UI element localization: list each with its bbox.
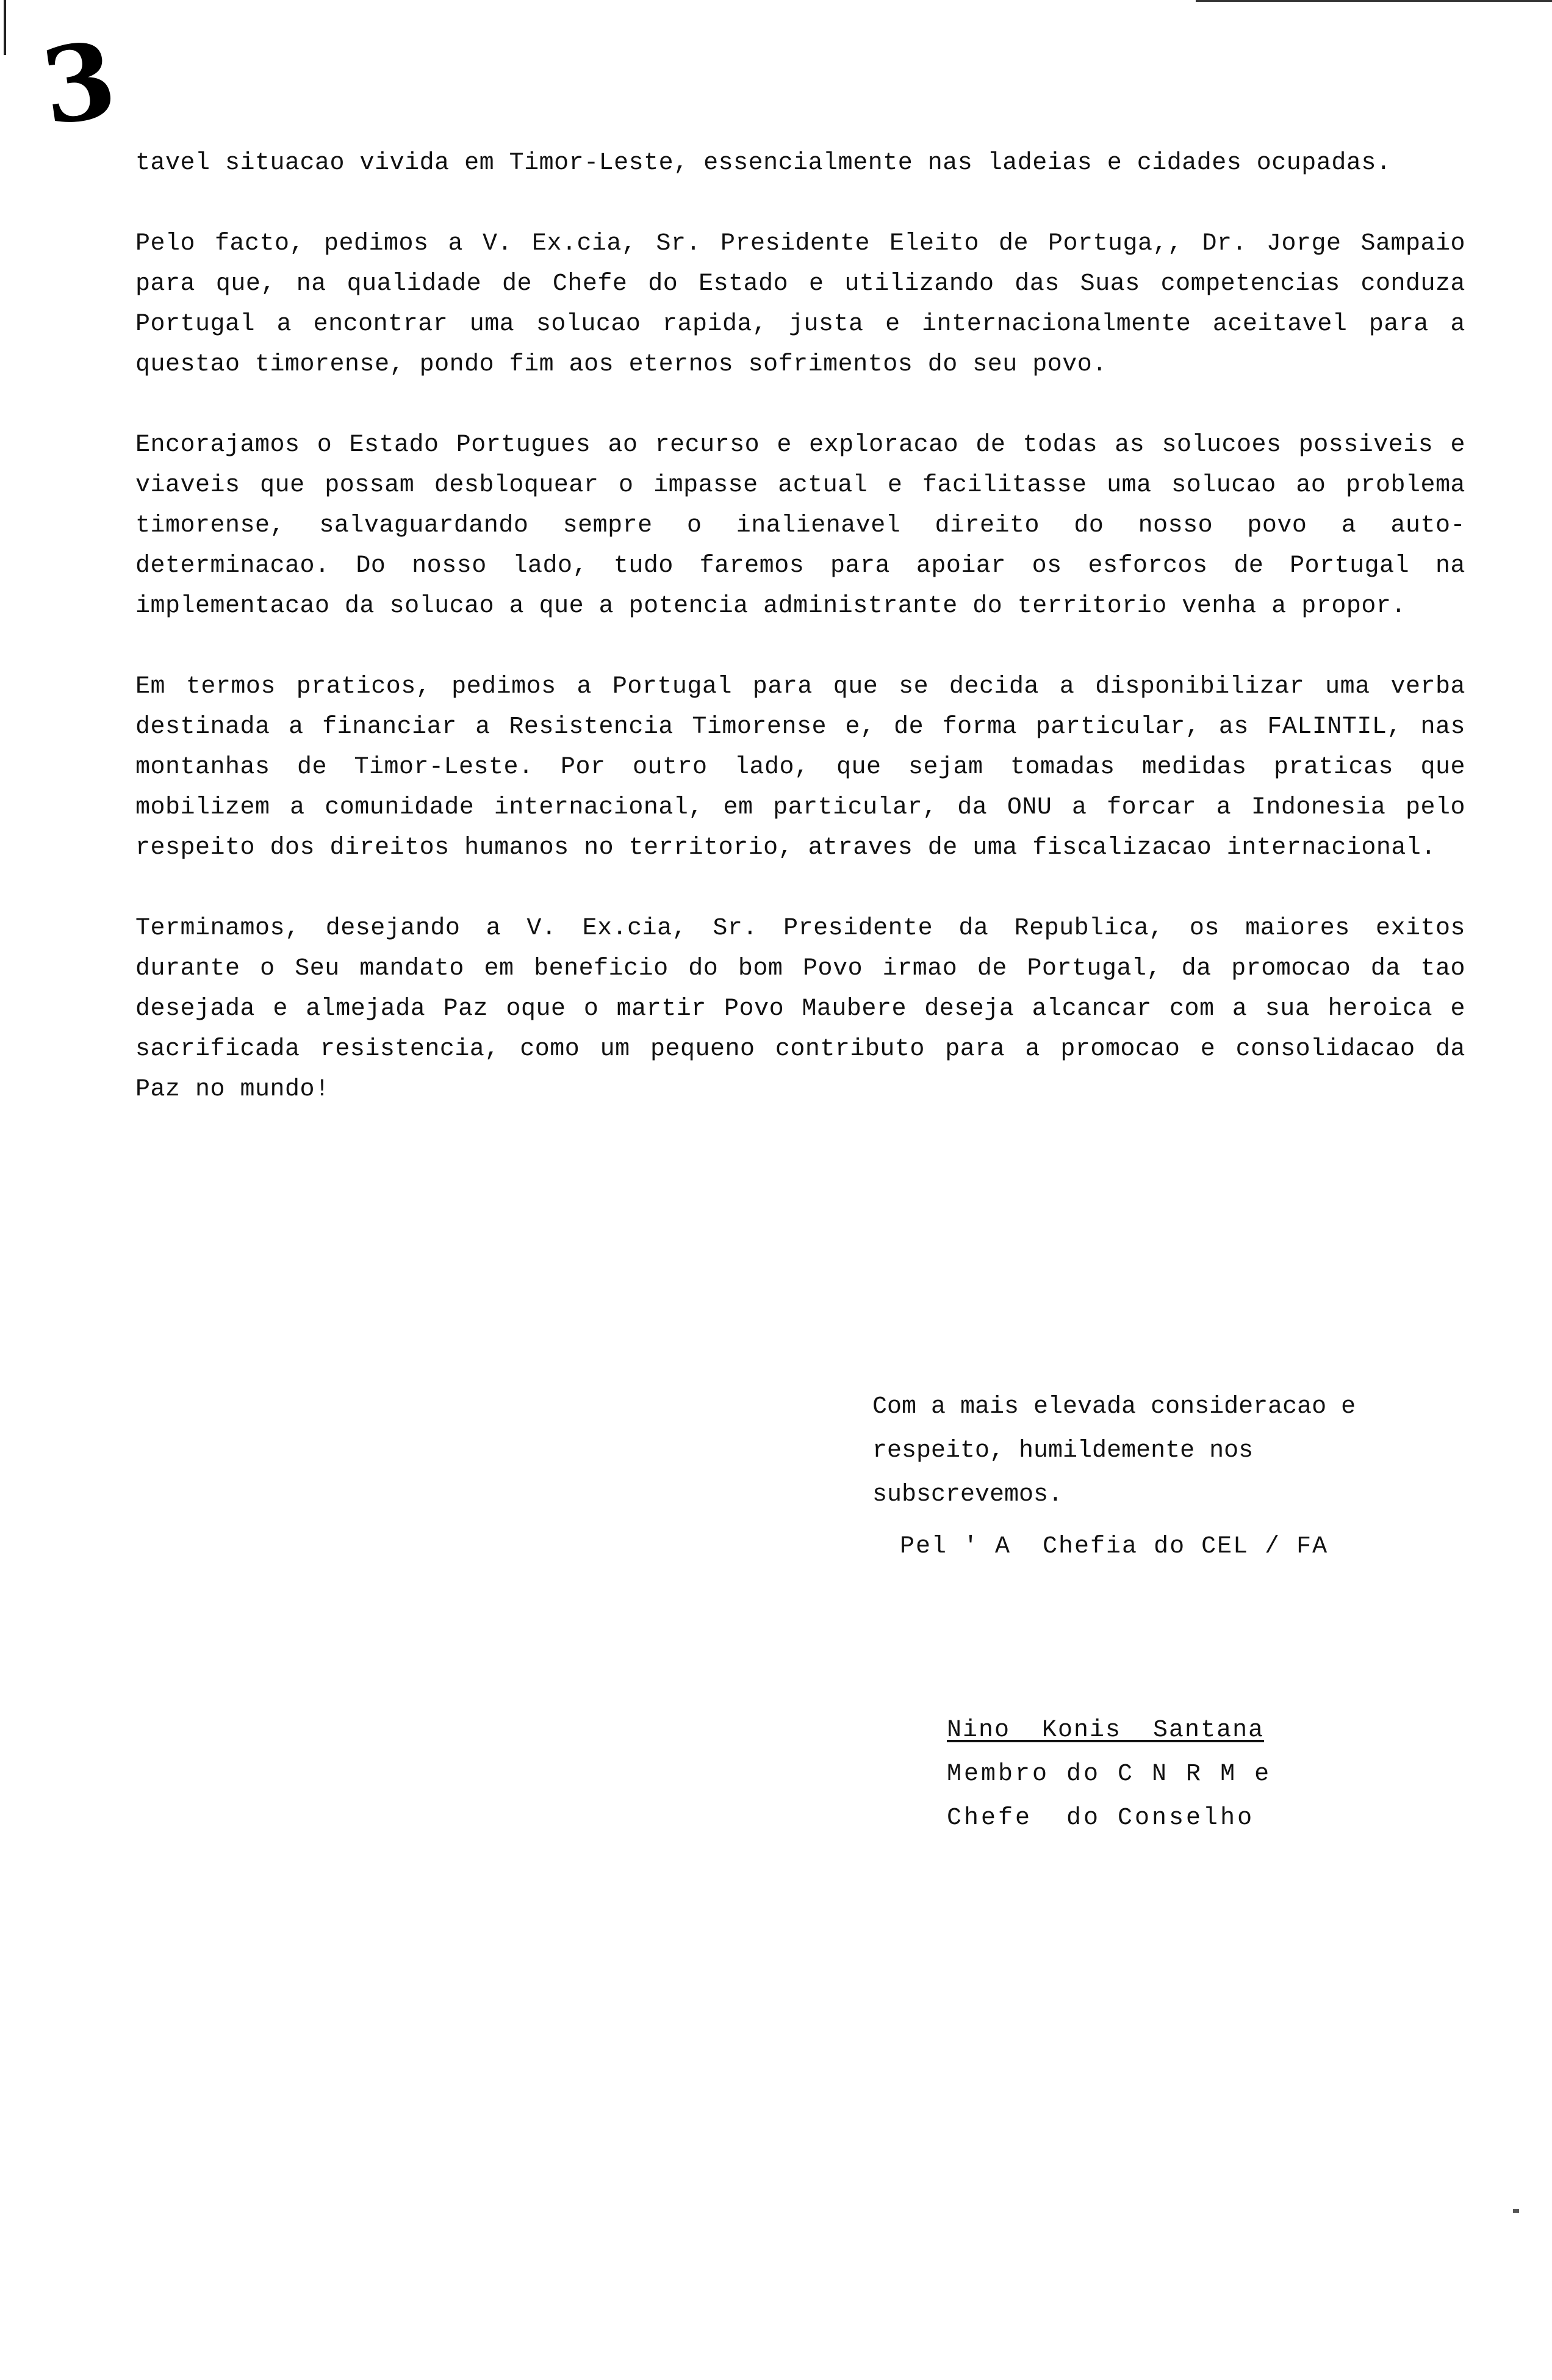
letter-body — [135, 143, 1465, 1150]
signatory-title: Chefe do Conselho — [947, 1805, 1255, 1832]
signatory-name: Nino Konis Santana — [947, 1717, 1265, 1744]
paragraph-2: Pelo facto, pedimos a V. Ex.cia, Sr. Presidente Eleito de Portuga,, Dr. Jorge Sampaio para que, na qualidade de Chefe do Estado e utilizando das Suas competencias conduza Portugal a encontrar uma solucao rapida, justa e internacionalmente aceitavel para a questao timorense, pondo fim aos eternos sofrimentos do seu povo. — [135, 230, 1465, 378]
paragraph-1: tavel situacao vivida em Timor-Leste, essencialmente nas ladeias e cidades ocupadas. — [135, 150, 1392, 177]
paragraph-3: Encorajamos o Estado Portugues ao recurso e exploracao de todas as solucoes possiveis e viaveis que possam desbloquear o impasse actual e facilitasse uma solucao ao problema timorense, salvaguardando sempre o inalienavel direito do nosso povo a auto-determinacao. Do nosso lado, tudo faremos para apoiar os esforcos de Portugal na implementacao da solucao a que a potencia administrante do territorio venha a propor. — [135, 431, 1465, 620]
handwritten-page-number: 3 — [34, 18, 123, 150]
closing-salutation: Com a mais elevada consideracao e respeito, humildemente nos subscrevemos. — [872, 1393, 1356, 1509]
scan-speck — [1513, 2209, 1519, 2213]
signatory-role: Membro do C N R M e — [947, 1761, 1272, 1788]
scan-top-rule — [1196, 0, 1552, 2]
paragraph-5: Terminamos, desejando a V. Ex.cia, Sr. Presidente da Republica, os maiores exitos durante o Seu mandato em beneficio do bom Povo irmao de Portugal, da promocao da tao desejada e almejada Paz oque o martir Povo Maubere deseja alcancar com a sua heroica e sacrificada resistencia, como um pequeno contributo para a promocao e consolidacao da Paz no mundo! — [135, 915, 1465, 1103]
signature-block — [947, 1709, 1271, 1841]
scan-edge-line — [4, 0, 6, 55]
chefia-line: Pel ' A Chefia do CEL / FA — [900, 1533, 1329, 1560]
paragraph-4: Em termos praticos, pedimos a Portugal para que se decida a disponibilizar uma verba destinada a financiar a Resistencia Timorense e, de forma particular, as FALINTIL, nas montanhas de Timor-Leste. Por outro lado, que sejam tomadas medidas praticas que mobilizem a comunidade internacional, em particular, da ONU a forcar a Indonesia pelo respeito dos direitos humanos no territorio, atraves de uma fiscalizacao internacional. — [135, 673, 1465, 862]
